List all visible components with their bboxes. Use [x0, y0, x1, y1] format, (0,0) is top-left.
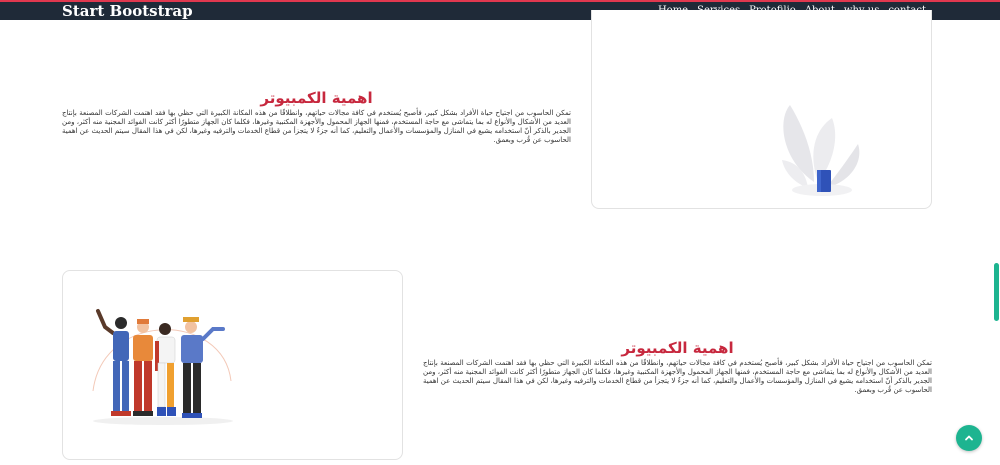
brand-logo[interactable]: Start Bootstrap — [62, 2, 193, 20]
section-title: اهمية الكمبيوتر — [621, 339, 734, 357]
section-text: تمكن الحاسوب من اجتياح حياة الأفراد بشكل كبير، فأصبح يُستخدم في كافة مجالات حياتهم، وانطلاقًا من هذه المكانة الكبيرة التي حظي بها فقد اهتمت الشركات المصنعة بإنتاج العديد من الأشكال والأنواع له بما يتماشى مع حاجة المستخدم، فمنها الجهاز المحمول والأجهزة المكتبية وغيرها، فكلما كان الجهاز متطورًا أكثر كانت الفوائد المجنية منه أكثر، ومن الجدير بالذكر أنّ استخدامه يشيع في المنازل والمؤسسات والأعمال والتعليم، كما أنه جزءٌ لا يتجزأ من قطاع الخدمات والترفيه وغيرها، لكن في هذا المقال سيتم الحديث عن اهمية الحاسوب عن قُرب وبعمق. — [62, 109, 571, 144]
section-text: تمكن الحاسوب من اجتياح حياة الأفراد بشكل كبير، فأصبح يُستخدم في كافة مجالات حياتهم، وانطلاقًا من هذه المكانة الكبيرة التي حظي بها فقد اهتمت الشركات المصنعة بإنتاج العديد من الأشكال والأنواع له بما يتماشى مع حاجة المستخدم، فمنها الجهاز المحمول والأجهزة المكتبية وغيرها، فكلما كان الجهاز متطورًا أكثر كانت الفوائد المجنية منه أكثر، ومن الجدير بالذكر أنّ استخدامه يشيع في المنازل والمؤسسات والأعمال والتعليم، كما أنه جزءٌ لا يتجزأ من قطاع الخدمات والترفيه وغيرها، لكن في هذا المقال سيتم الحديث عن اهمية الحاسوب عن قُرب وبعمق. — [423, 359, 932, 394]
section-title: اهمية الكمبيوتر — [260, 89, 373, 107]
image-card-people — [62, 270, 403, 460]
chevron-up-icon — [964, 433, 974, 443]
scrollbar-track[interactable] — [994, 20, 1000, 461]
people-illustration — [63, 271, 404, 461]
about-section-1 — [62, 89, 571, 145]
scrollbar-thumb[interactable] — [994, 263, 999, 321]
about-section-2 — [423, 339, 932, 395]
plant-illustration — [592, 10, 933, 209]
back-to-top-button[interactable] — [956, 425, 982, 451]
image-card-plant — [591, 10, 932, 209]
